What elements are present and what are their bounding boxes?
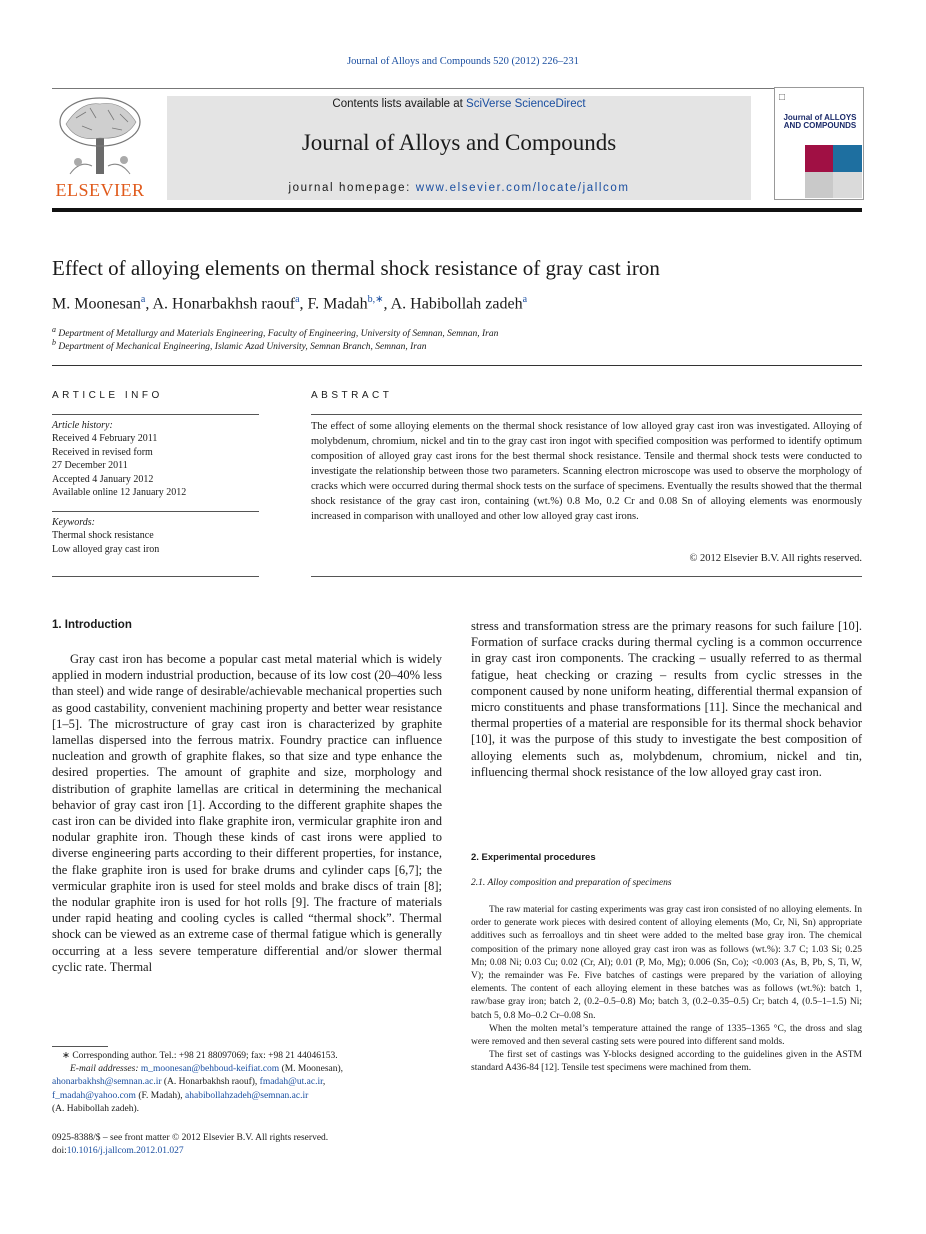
corresponding-author: ∗ Corresponding author. Tel.: +98 21 88097069; fax: +98 21 44046153.	[62, 1051, 338, 1061]
keyword: Thermal shock resistance	[52, 530, 154, 542]
doi-link[interactable]: 10.1016/j.jallcom.2012.01.027	[66, 1146, 184, 1157]
author-name: F. Madah	[307, 295, 368, 313]
contents-line	[167, 98, 751, 110]
footnote-rule	[52, 1046, 108, 1047]
affiliation-text: Department of Mechanical Engineering, Islamic Azad University, Semnan Branch, Semnan, Iran	[58, 342, 427, 353]
abstract-copyright: © 2012 Elsevier B.V. All rights reserved.	[689, 553, 862, 564]
abstract-bottom-rule	[311, 576, 862, 577]
front-matter	[52, 1132, 452, 1158]
journal-title: Journal of Alloys and Compounds	[301, 130, 617, 155]
experimental-subheading: 2.1. Alloy composition and preparation of specimens	[471, 878, 672, 888]
email-link[interactable]: m_moonesan@behboud-keifiat.com	[140, 1064, 280, 1075]
contents-prefix: Contents lists available at	[332, 98, 467, 110]
affiliation-mark: b	[52, 338, 56, 347]
journal-reference[interactable]: Journal of Alloys and Compounds 520 (2012) 226–231	[347, 56, 579, 67]
experimental-text	[471, 904, 862, 1076]
intro-paragraph: Gray cast iron has become a popular cast metal material which is widely applied in modern industrial production, because of its low cost (20–40% less than steel) and wide range of desirable/achievable mechanical properties such as good castability, convenient machining property and better wear resistance [1–5]. The microstructure of gray cast iron is characterized by graphite lamellas dispersed into the ferrous matrix. Foundry practice can influence nucleation and growth of graphite flakes, so that size and type enhance the desired properties. The amount of graphite and size, morphology and distribution of graphite lamellas are critical in determining the mechanical behavior of gray cast iron [1]. According to the different graphite shapes the cast iron can be divided into flake graphite iron, vermicular graphite iron and nodular graphite iron. Though these kinds of cast irons were applied to diverse engineering parts according to their different properties, for instance, the flake graphite iron is used for brake drums and cylinder caps [6,7]; the vermicular graphite iron is used for steel molds and brake discs of train [8]; the nodular graphite iron is used for hot rolls [9]. The fracture of materials under rapid heating and cooling cycles is called “thermal shock”. Thermal shock can be viewed as an extreme case of thermal fatigue which is generally occurring at a less severe temperature differential and/or slower thermal cyclic rate. Thermal	[52, 652, 442, 974]
email-link[interactable]: fmadah@ut.ac.ir	[259, 1077, 323, 1088]
intro-heading: 1. Introduction	[52, 619, 132, 631]
email-line	[52, 1076, 442, 1089]
header-divider	[52, 88, 862, 89]
section-divider	[52, 365, 862, 366]
keywords-rule	[52, 511, 259, 512]
header-thick-rule	[52, 208, 862, 212]
elsevier-mini-logo-icon: □	[779, 92, 786, 103]
email-link[interactable]: ahonarbakhsh@semnan.ac.ir	[52, 1077, 162, 1088]
history-item: Received in revised form	[52, 446, 153, 458]
cover-block-magenta	[805, 145, 833, 172]
keywords	[52, 516, 259, 556]
cover-block-lightgray	[833, 172, 862, 198]
article-history	[52, 419, 259, 499]
author-affil-mark[interactable]: a	[140, 294, 146, 305]
history-label: Article history:	[52, 420, 113, 431]
abstract-text: The effect of some alloying elements on the thermal shock resistance of low alloyed gray cast iron was investigated. Alloying of molybdenum, chromium, nickel and tin to the gray cast iron ingot with specified composition was performed to identify optimum composition of alloyed gray cast irons for the best thermal shock resistance. Tensile and thermal shock tests were conducted to investigate the relationship between those two parameters. Scanning electron microscope was used to observe the morphology of cracks which were occurred during thermal shock tests on the surface of specimens. Eventually the results showed that the thermal shock resistance of the gray cast iron, containing (wt.%) 0.8 Mo, 0.2 Cr and 0.08 Sn of alloying elements was enormously increased in comparison with unalloyed and other low alloyed gray cast irons.	[311, 421, 862, 522]
intro-text	[52, 651, 442, 975]
email-separator: ,	[322, 1077, 326, 1088]
homepage-prefix: journal homepage:	[288, 182, 416, 194]
experimental-heading: 2. Experimental procedures	[471, 852, 596, 863]
history-item: 27 December 2011	[52, 460, 128, 472]
homepage-link[interactable]: www.elsevier.com/locate/jallcom	[415, 182, 630, 194]
experimental-paragraph: The raw material for casting experiments was gray cast iron consisted of no alloying elements. In order to generate work pieces with desired content of alloying elements (Mo, Cr, Ni, Sn) appropriate additives such as ferroalloys and tin sheet were added to the melted base gray iron. The chemical composition of the primary none alloyed gray cast iron was as follows (wt.%): 3.7 C; 1.03 Si; 0.25 Mn; 0.08 Ni; 0.03 Cu; 0.02 (Cr, Al); 0.01 (P, Mo, Mg); 0.006 (Sn, Co); <0.003 (As, B, Pb, S, Ti, W, V); the remainder was Fe. Five batches of castings were prepared by the variation of alloying elements. The content of each alloying element in these batches was as follows (wt.%): batch 1, raw/base gray iron; batch 2, (0.2–0.5–0.8) Mo; batch 3, (0.2–0.35–0.5) Cr; batch 4, (0.5–1–1.5) Ni; batch 5, 0.8 Mo–0.2 Cr–0.08 Sn.	[471, 905, 862, 1021]
experimental-paragraph: The first set of castings was Y-blocks designed according to the guidelines given in the ASTM standard A436-84 [12]. Tensile test specimens were machined from them.	[471, 1050, 862, 1074]
author-name: A. Honarbakhsh raouf	[152, 295, 296, 313]
sciencedirect-link[interactable]: SciVerse ScienceDirect	[466, 98, 586, 110]
affiliation	[52, 338, 426, 352]
experimental-paragraph: When the molten metal’s temperature attained the range of 1335–1365 °C, the dross and slag were removed and then several casting sets were poured into different sand molds.	[471, 1023, 862, 1048]
author-affil-mark[interactable]: a	[522, 294, 528, 305]
abstract-heading: ABSTRACT	[311, 390, 393, 401]
article-info-rule	[52, 414, 259, 415]
email-owner: (F. Madah),	[135, 1090, 186, 1101]
affiliation-text: Department of Metallurgy and Materials Engineering, Faculty of Engineering, University of Semnan, Semnan, Iran	[58, 329, 499, 340]
footnotes	[52, 1050, 442, 1116]
email-label: E-mail addresses:	[70, 1064, 139, 1075]
journal-homepage	[167, 182, 751, 194]
issn-line: 0925-8388/$ – see front matter © 2012 Elsevier B.V. All rights reserved.	[52, 1133, 329, 1143]
article-info-bottom-rule	[52, 576, 259, 577]
email-line	[52, 1063, 442, 1076]
abstract-rule	[311, 414, 862, 415]
email-line: (A. Habibollah zadeh).	[52, 1103, 140, 1114]
affiliation-mark: a	[52, 325, 56, 334]
intro-continued: stress and transformation stress are the primary reasons for such failure [10]. Formation of surface cracks during thermal cycling is a common occurrence in gray cast iron components. The cracking – usually referred to as thermal fatigue, heat checking or crazing – results from cyclic stresses in the component caused by none uniform heating, differential thermal expansion of micro constituents and phase transformations [11]. Since the mechanical and thermal properties of a material are responsible for its thermal shock behavior [10], it was the purpose of this study to investigate the best composition of alloying elements such as, molybdenum, chromium, nickel and tin, influencing thermal shock resistance of the low alloyed gray cast iron.	[471, 619, 862, 779]
author-name: M. Moonesan	[52, 295, 141, 313]
author-list: M. Moonesan$^a$, A. Honarbakhsh raouf$^a$, F. Madah$^{b,∗}$, A. Habibollah zadeh$^a$	[52, 294, 528, 313]
cover-title: Journal of ALLOYS AND COMPOUNDS	[783, 113, 857, 130]
keyword: Low alloyed gray cast iron	[52, 543, 160, 555]
author-affil-mark[interactable]: b,∗	[367, 294, 384, 305]
article-info-heading: ARTICLE INFO	[52, 390, 163, 401]
history-item: Available online 12 January 2012	[52, 487, 187, 499]
author-affil-mark[interactable]: a	[295, 294, 300, 305]
doi-line	[52, 1145, 452, 1158]
email-owner: (M. Moonesan),	[279, 1064, 344, 1075]
author-name: A. Habibollah zadeh	[390, 295, 523, 313]
email-line	[52, 1090, 442, 1103]
email-link[interactable]: f_madah@yahoo.com	[52, 1090, 136, 1101]
elsevier-wordmark: ELSEVIER	[55, 180, 145, 200]
elsevier-logo	[52, 96, 148, 200]
elsevier-tree-icon	[56, 96, 144, 176]
history-item: Received 4 February 2011	[52, 433, 158, 445]
cover-block-blue	[833, 145, 862, 172]
cover-block-gray	[805, 172, 833, 198]
history-item: Accepted 4 January 2012	[52, 473, 154, 485]
journal-banner	[167, 96, 751, 200]
email-owner: (A. Honarbakhsh raouf),	[161, 1077, 260, 1088]
keywords-label: Keywords:	[52, 517, 95, 528]
paper-title: Effect of alloying elements on thermal shock resistance of gray cast iron	[52, 256, 660, 280]
doi-prefix: doi:	[52, 1146, 67, 1157]
journal-cover-thumbnail[interactable]	[774, 87, 864, 200]
email-link[interactable]: ahabibollahzadeh@semnan.ac.ir	[185, 1090, 309, 1101]
